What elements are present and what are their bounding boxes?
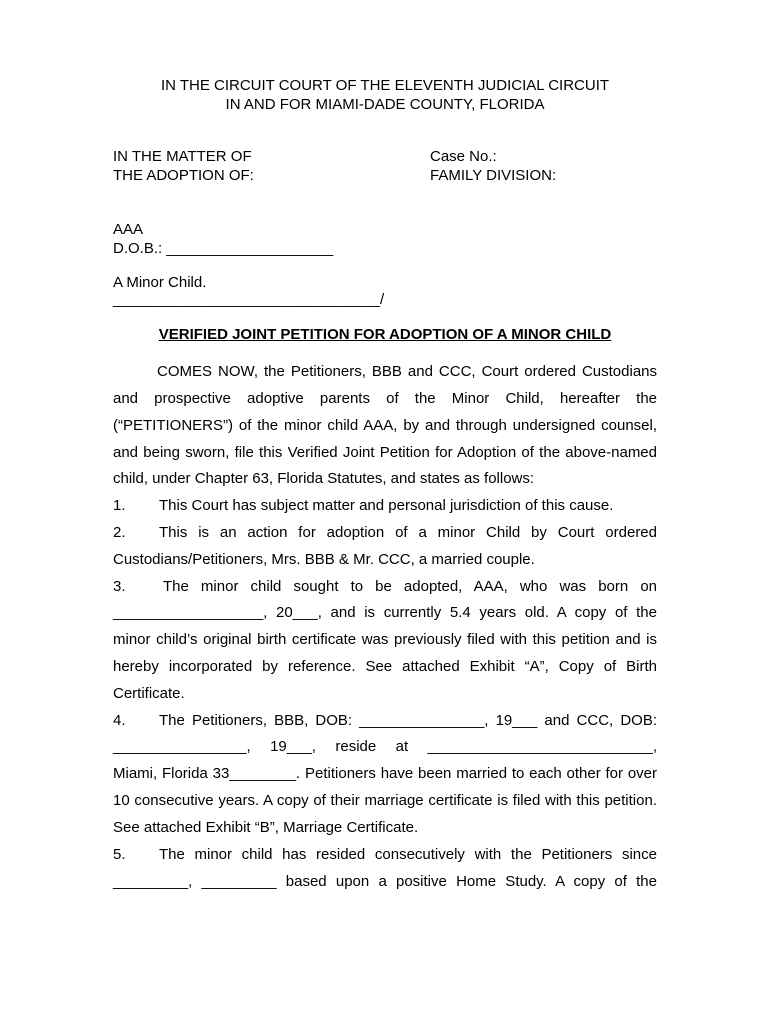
- child-name: AAA: [113, 221, 144, 238]
- child-dob-line: D.O.B.: ____________________: [113, 240, 334, 257]
- body-line: child, under Chapter 63, Florida Statutes, and states as follows:: [113, 470, 535, 487]
- body-line: Miami, Florida 33________. Petitioners have been married to each other for over: [113, 765, 657, 782]
- body-line: See attached Exhibit “B”, Marriage Certificate.: [113, 819, 419, 836]
- court-heading-line-1: IN THE CIRCUIT COURT OF THE ELEVENTH JUDICIAL CIRCUIT: [160, 77, 610, 94]
- caption-matter-line: IN THE MATTER OF: [113, 148, 252, 165]
- item-number: 3.: [113, 578, 126, 595]
- petition-title: VERIFIED JOINT PETITION FOR ADOPTION OF A MINOR CHILD: [158, 326, 612, 343]
- item-number: 1.: [113, 497, 126, 514]
- body-line: (“PETITIONERS”) of the minor child AAA, by and through undersigned counsel,: [113, 417, 657, 434]
- body-line: and being sworn, file this Verified Joint Petition for Adoption of the above-named: [113, 444, 657, 461]
- body-line: The Petitioners, BBB, DOB: _______________, 19___ and CCC, DOB:: [159, 712, 657, 729]
- body-line: ________________, 19___, reside at ___________________________,: [113, 738, 657, 755]
- body-line: The minor child has resided consecutively with the Petitioners since: [159, 846, 657, 863]
- body-line: _________, _________ based upon a positive Home Study. A copy of the: [113, 873, 657, 890]
- body-line: Certificate.: [113, 685, 185, 702]
- case-number-label: Case No.:: [430, 148, 497, 165]
- body-line: This is an action for adoption of a minor Child by Court ordered: [159, 524, 657, 541]
- body-line: 10 consecutive years. A copy of their marriage certificate is filed with this petition.: [113, 792, 657, 809]
- body-line: This Court has subject matter and personal jurisdiction of this cause.: [159, 497, 614, 514]
- item-number: 5.: [113, 846, 126, 863]
- body-line: Custodians/Petitioners, Mrs. BBB & Mr. CCC, a married couple.: [113, 551, 535, 568]
- body-line: The minor child sought to be adopted, AAA, who was born on: [163, 578, 657, 595]
- body-line: hereby incorporated by reference. See attached Exhibit “A”, Copy of Birth: [113, 658, 657, 675]
- body-line: COMES NOW, the Petitioners, BBB and CCC, Court ordered Custodians: [157, 363, 657, 380]
- court-heading-line-2: IN AND FOR MIAMI-DADE COUNTY, FLORIDA: [225, 96, 545, 113]
- item-number: 2.: [113, 524, 126, 541]
- family-division-label: FAMILY DIVISION:: [430, 167, 557, 184]
- caption-adoption-line: THE ADOPTION OF:: [113, 167, 254, 184]
- body-line: __________________, 20___, and is currently 5.4 years old. A copy of the: [113, 604, 657, 621]
- body-line: minor child’s original birth certificate was previously filed with this petition and is: [113, 631, 657, 648]
- caption-close-line: ________________________________/: [113, 291, 385, 308]
- body-line: and prospective adoptive parents of the Minor Child, hereafter the: [113, 390, 657, 407]
- item-number: 4.: [113, 712, 126, 729]
- minor-child-label: A Minor Child.: [113, 274, 207, 291]
